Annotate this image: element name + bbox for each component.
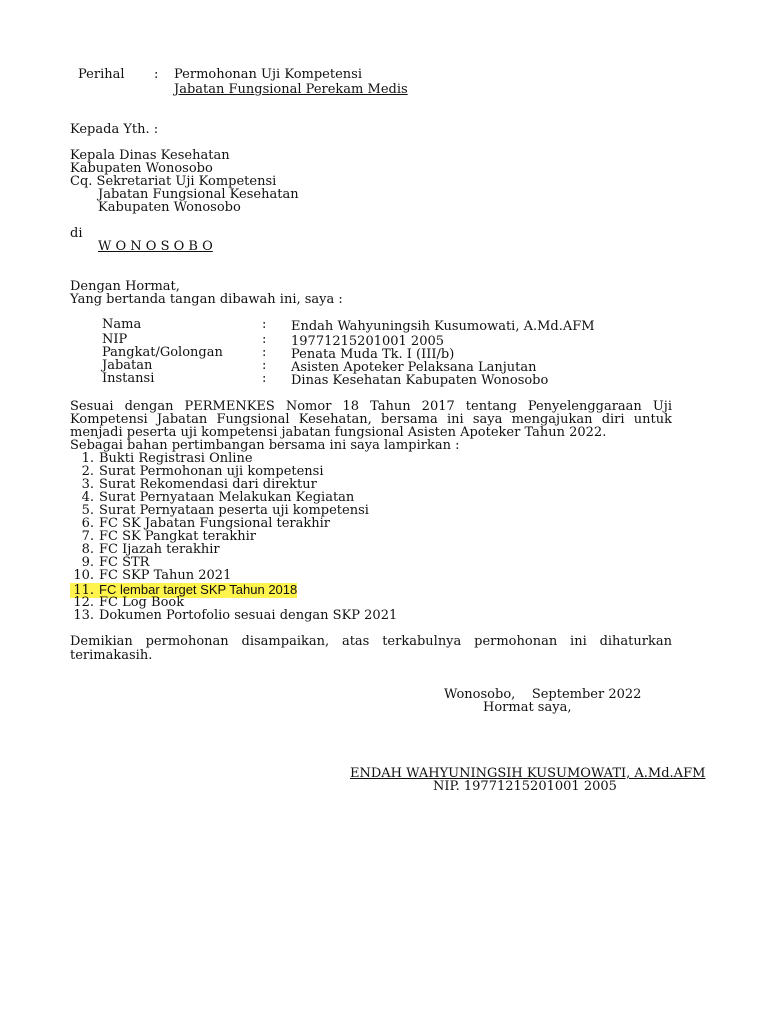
greeting: Dengan Hormat, <box>70 279 180 294</box>
perihal-colon: : <box>154 67 159 82</box>
list-text: Surat Pernyataan Melakukan Kegiatan <box>99 490 355 505</box>
place-date: Wonosobo, September 2022 <box>444 687 642 702</box>
body-paragraph-line: Sesuai dengan PERMENKES Nomor 18 Tahun 2017 tentang Penyelenggaraan Uji <box>70 399 672 414</box>
signatory-nip: NIP. 19771215201001 2005 <box>433 779 617 794</box>
list-text: FC lembar target SKP Tahun 2018 <box>99 582 298 597</box>
identity-label: NIP <box>102 332 128 347</box>
list-number: 3. <box>81 477 94 492</box>
recipient-city: W O N O S O B O <box>98 239 213 254</box>
list-text: Surat Pernyataan peserta uji kompetensi <box>99 503 369 518</box>
attachments-intro: Sebagai bahan pertimbangan bersama ini saya lampirkan : <box>70 438 460 453</box>
list-number: 6. <box>81 516 94 531</box>
subject-line-1: Permohonan Uji Kompetensi <box>174 67 362 82</box>
list-text: FC SK Pangkat terakhir <box>99 529 256 544</box>
list-number: 8. <box>81 542 94 557</box>
salutation: Kepada Yth. : <box>70 122 159 137</box>
list-text: FC Log Book <box>99 595 185 610</box>
regards: Hormat saya, <box>483 700 572 715</box>
list-item <box>70 609 397 623</box>
body-paragraph-line: menjadi peserta uji kompetensi jabatan fungsional Asisten Apoteker Tahun 2022. <box>70 425 607 440</box>
identity-value: 19771215201001 2005 <box>291 334 445 349</box>
list-text: FC SKP Tahun 2021 <box>99 568 232 583</box>
perihal-label: Perihal <box>78 67 125 82</box>
identity-colon: : <box>262 371 267 386</box>
list-number: 1. <box>81 451 94 466</box>
list-item <box>70 569 231 583</box>
intro-line: Yang bertanda tangan dibawah ini, saya : <box>70 292 343 307</box>
identity-label: Instansi <box>102 371 155 386</box>
list-number: 9. <box>81 555 94 570</box>
identity-colon: : <box>262 332 267 347</box>
list-number: 11. <box>73 583 94 598</box>
subject-line-2: Jabatan Fungsional Perekam Medis <box>174 82 408 97</box>
list-number: 12. <box>73 595 94 610</box>
recipient-line: Kabupaten Wonosobo <box>98 200 241 215</box>
closing-line: terimakasih. <box>70 648 153 663</box>
recipient-di: di <box>70 226 83 241</box>
list-number: 5. <box>81 503 94 518</box>
list-text: FC STR <box>99 555 150 570</box>
list-text: Surat Rekomendasi dari direktur <box>99 477 317 492</box>
list-number: 2. <box>81 464 94 479</box>
identity-label: Jabatan <box>102 358 153 373</box>
identity-value: Endah Wahyuningsih Kusumowati, A.Md.AFM <box>291 319 595 334</box>
identity-colon: : <box>262 345 267 360</box>
list-number: 13. <box>73 608 94 623</box>
closing-line: Demikian permohonan disampaikan, atas terkabulnya permohonan ini dihaturkan <box>70 634 672 649</box>
body-paragraph-line: Kompetensi Jabatan Fungsional Kesehatan, bersama ini saya mengajukan diri untuk <box>70 412 672 427</box>
recipient-line: Kabupaten Wonosobo <box>70 161 213 176</box>
identity-colon: : <box>262 317 267 332</box>
identity-value: Dinas Kesehatan Kabupaten Wonosobo <box>291 373 549 388</box>
recipient-line: Jabatan Fungsional Kesehatan <box>98 187 299 202</box>
signatory-name: ENDAH WAHYUNINGSIH KUSUMOWATI, A.Md.AFM <box>350 766 706 781</box>
list-text: Bukti Registrasi Online <box>99 451 253 466</box>
list-text: Dokumen Portofolio sesuai dengan SKP 2021 <box>99 608 398 623</box>
list-number: 7. <box>81 529 94 544</box>
identity-value: Asisten Apoteker Pelaksana Lanjutan <box>291 360 537 375</box>
identity-colon: : <box>262 358 267 373</box>
recipient-line: Cq. Sekretariat Uji Kompetensi <box>70 174 277 189</box>
list-text: FC SK Jabatan Fungsional terakhir <box>99 516 331 531</box>
list-text: Surat Permohonan uji kompetensi <box>99 464 324 479</box>
list-text: FC Ijazah terakhir <box>99 542 220 557</box>
identity-label: Nama <box>102 317 142 332</box>
recipient-line: Kepala Dinas Kesehatan <box>70 148 230 163</box>
identity-label: Pangkat/Golongan <box>102 345 223 360</box>
list-number: 10. <box>73 568 94 583</box>
identity-value: Penata Muda Tk. I (III/b) <box>291 347 455 362</box>
list-number: 4. <box>81 490 94 505</box>
